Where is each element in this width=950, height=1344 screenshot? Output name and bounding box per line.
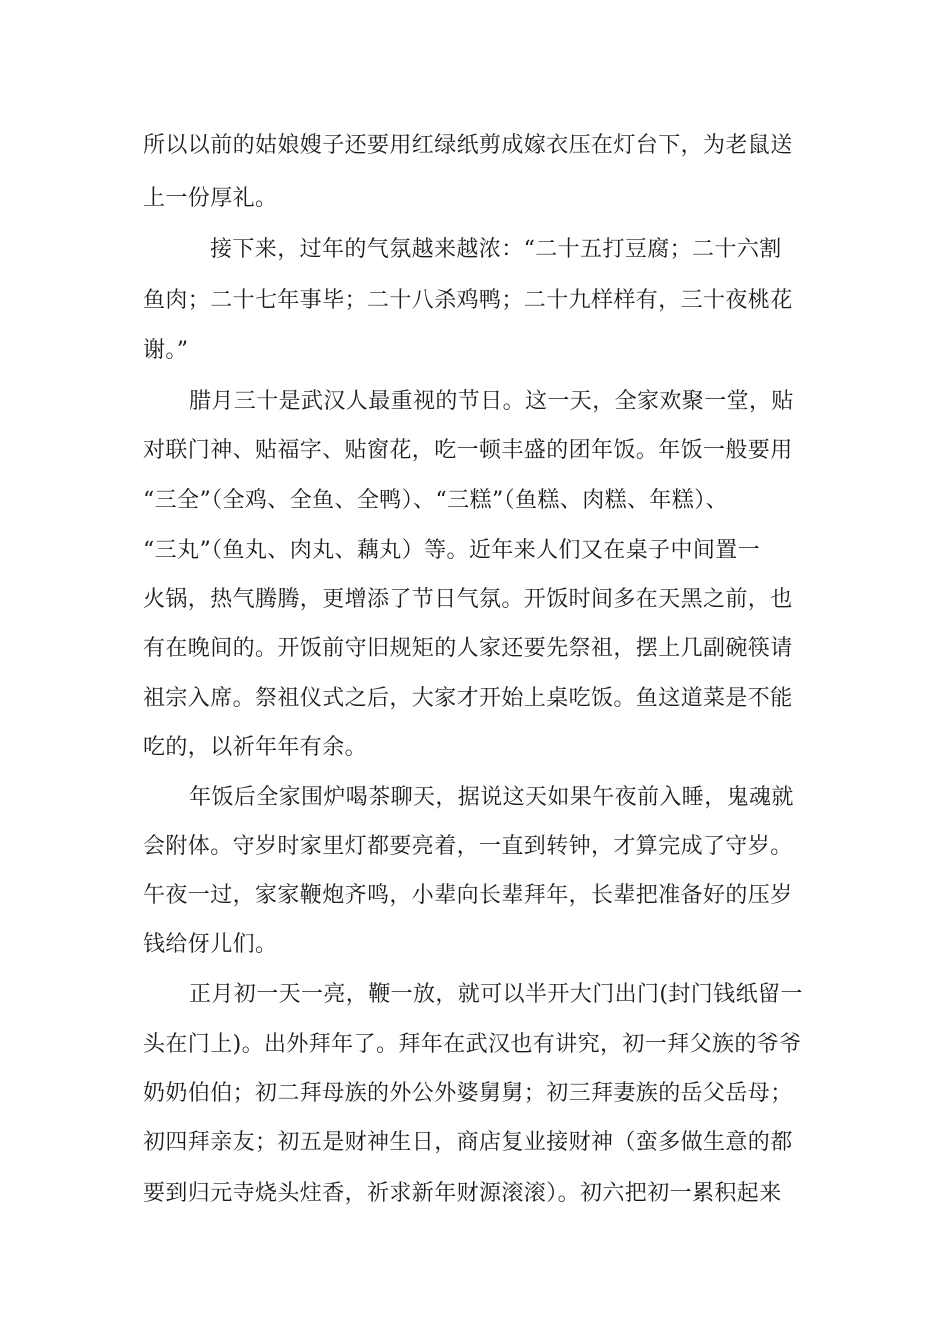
text-line: 上一份厚礼。 xyxy=(143,186,278,211)
text-line: 奶奶伯伯；初二拜母族的外公外婆舅舅；初三拜妻族的岳父岳母； xyxy=(143,1081,793,1106)
paragraph-start: 腊月三十是武汉人最重视的节日。这一天，全家欢聚一堂，贴 xyxy=(189,389,794,414)
text-line: 吃的，以祈年年有余。 xyxy=(143,735,368,760)
text-line: 火锅，热气腾腾，更增添了节日气氛。开饭时间多在天黑之前，也 xyxy=(143,587,793,612)
text-line: 谢。” xyxy=(143,338,189,363)
text-line: 对联门神、贴福字、贴窗花，吃一顿丰盛的团年饭。年饭一般要用 xyxy=(143,438,793,463)
paragraph-start: 接下来，过年的气氛越来越浓：“二十五打豆腐；二十六割 xyxy=(210,237,782,262)
paragraph-start: 正月初一天一亮，鞭一放，就可以半开大门出门(封门钱纸留一 xyxy=(189,982,803,1007)
text-line: “三丸”（鱼丸、肉丸、藕丸）等。近年来人们又在桌子中间置一 xyxy=(143,538,761,563)
text-line: 钱给伢儿们。 xyxy=(143,932,278,957)
text-line: 会附体。守岁时家里灯都要亮着，一直到转钟，才算完成了守岁。 xyxy=(143,834,793,859)
text-line: 要到归元寺烧头炷香，祈求新年财源滚滚）。初六把初一累积起来 xyxy=(143,1181,782,1206)
paragraph-start: 年饭后全家围炉喝茶聊天，据说这天如果午夜前入睡，鬼魂就 xyxy=(189,785,794,810)
text-line: 头在门上)。出外拜年了。拜年在武汉也有讲究，初一拜父族的爷爷 xyxy=(143,1032,802,1057)
text-line: 祖宗入席。祭祖仪式之后，大家才开始上桌吃饭。鱼这道菜是不能 xyxy=(143,686,793,711)
text-line: 所以以前的姑娘嫂子还要用红绿纸剪成嫁衣压在灯台下，为老鼠送 xyxy=(143,133,793,158)
text-line: 午夜一过，家家鞭炮齐鸣，小辈向长辈拜年，长辈把准备好的压岁 xyxy=(143,883,793,908)
text-line: 鱼肉；二十七年事毕；二十八杀鸡鸭；二十九样样有，三十夜桃花 xyxy=(143,288,793,313)
text-line: 有在晚间的。开饭前守旧规矩的人家还要先祭祖，摆上几副碗筷请 xyxy=(143,636,793,661)
text-line: 初四拜亲友；初五是财神生日，商店复业接财神（蛮多做生意的都 xyxy=(143,1130,793,1155)
text-line: “三全”（全鸡、全鱼、全鸭）、“三糕”（鱼糕、肉糕、年糕）、 xyxy=(143,488,728,513)
